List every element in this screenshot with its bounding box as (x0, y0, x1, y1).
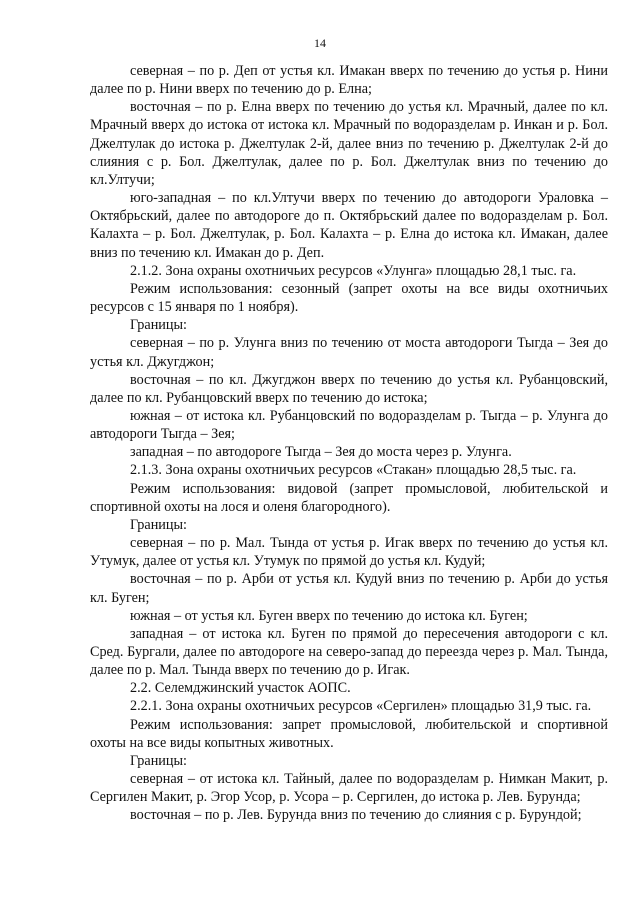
paragraph: северная – от истока кл. Тайный, далее по водоразделам р. Нимкан Макит, р. Сергилен Макит, р. Эгор Усор, р. Усора – р. Сергилен, до истока р. Лев. Бурунда; (90, 771, 608, 806)
paragraph: восточная – по р. Арби от устья кл. Кудуй вниз по течению р. Арби до устья кл. Буген; (90, 571, 608, 606)
paragraph: Границы: (130, 317, 187, 334)
paragraph: юго-западная – по кл.Ултучи вверх по течению до автодороги Урaловка – Октябрьский, далее по автодороге до п. Октябрьский далее по водоразделам р. Бол. Калахта – р. Бол. Джелтулак, р. Бол. Калахта – р. Елна до истока кл. Имакан, далее вниз по течению кл. Имакан до р. Деп. (90, 190, 608, 261)
paragraph: восточная – по р. Лев. Бурунда вниз по течению до слияния с р. Бурундой; (130, 807, 582, 824)
paragraph: Границы: (130, 752, 187, 769)
paragraph: западная – по автодороге Тыгда – Зея до моста через р. Улунга. (130, 444, 512, 461)
section-heading: 2.1.2. Зона охраны охотничьих ресурсов «Улунга» площадью 28,1 тыс. га. (130, 262, 577, 279)
paragraph: западная – от истока кл. Буген по прямой до пересечения автодороги с кл. Сред. Бургали, далее по автодороге на северо-запад до переезда через р. Мал. Тында, далее по р. Мал. Тында вверх по течению до р. Игак. (90, 625, 608, 679)
paragraph: Режим использования: сезонный (запрет охоты на все виды охотничьих ресурсов с 15 января по 1 ноября). (90, 280, 608, 316)
section-heading: 2.2.1. Зона охраны охотничьих ресурсов «Сергилен» площадью 31,9 тыс. га. (130, 698, 592, 715)
paragraph: северная – по р. Улунга вниз по течению от моста автодороги Тыгда – Зея до устья кл. Джугджон; (90, 335, 608, 370)
page-number: 14 (314, 36, 326, 50)
document-body (90, 62, 608, 825)
paragraph: северная – по р. Деп от устья кл. Имакан вверх по течению до устья р. Нини далее по р. Нини вверх по течению до р. Елна; (90, 63, 608, 98)
paragraph: восточная – по кл. Джугджон вверх по течению до устья кл. Рубанцовский, далее по кл. Рубанцовский вверх по течению до истока; (90, 371, 608, 406)
paragraph: южная – от истока кл. Рубанцовский по водоразделам р. Тыгда – р. Улунга до автодороги Тыгда – Зея; (90, 407, 608, 443)
paragraph: восточная – по р. Елна вверх по течению до устья кл. Мрачный, далее по кл. Мрачный вверх до истока от истока кл. Мрачный по водоразделам р. Инкан и р. Бол. Джелтулак до истока р. Джелтулак 2-й, далее вниз по течению р. Джелтулак 2-й до слияния с р. Бол. Джелтулак, далее по р. Бол. Джелтулак вниз по течению до кл.Ултучи; (90, 99, 608, 188)
paragraph: южная – от устья кл. Буген вверх по течению до истока кл. Буген; (130, 607, 528, 624)
paragraph: Режим использования: запрет промысловой, любительской и спортивной охоты на все виды копытных животных. (90, 716, 608, 751)
section-heading: 2.1.3. Зона охраны охотничьих ресурсов «Стакан» площадью 28,5 тыс. га. (130, 462, 577, 479)
section-heading: 2.2. Селемджинский участок АОПС. (130, 680, 351, 697)
paragraph: северная – по р. Мал. Тында от устья р. Игак вверх по течению до устья кл. Утумук, далее от устья кл. Утумук по прямой до устья кл. Кудуй; (90, 535, 608, 570)
paragraph: Режим использования: видовой (запрет промысловой, любительской и спортивной охоты на лося и оленя благородного). (90, 480, 608, 515)
paragraph: Границы: (130, 516, 187, 533)
